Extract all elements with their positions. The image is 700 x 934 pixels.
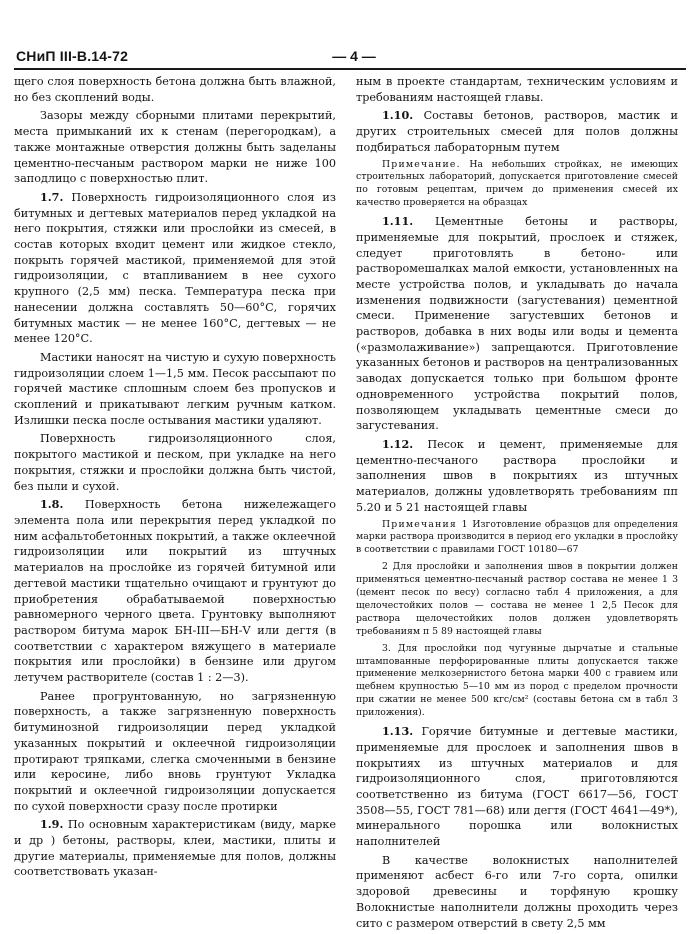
clause-text: Песок и цемент, применяемые для цементно-песчаного раствора прослойки и заполнения швов в покрытиях из штучных материалов, должны удовлетворять требованиям пп 5.20 и 5 21 настоящей главы [356, 437, 678, 514]
clause-number: 1.7. [40, 189, 64, 204]
continued-paragraph: ным в проекте стандартам, техническим условиям и требованиям настоящей главы. [356, 75, 678, 104]
right-column [356, 74, 678, 934]
clause-paragraph [356, 437, 678, 516]
clause-paragraph [356, 724, 678, 850]
note-title: Примечания 1 [382, 518, 469, 530]
continued-paragraph: щего слоя поверхность бетона должна быть влажной, но без скоплений воды. [14, 75, 336, 104]
note-text: 2 Для прослойки и заполнения швов в покрытии должен применяться цементно-песчаный раствор состава не менее 1 3 (цемент песок по весу) согласно табл 4 приложения, а для щелочестойких полов — состава не менее 1 2,5 Песок для раствора щелочестойких полов должен удовлетворять требованиям п 5 89 настоящей главы [356, 561, 678, 637]
left-column [14, 74, 336, 883]
clause-number: 1.12. [382, 436, 414, 451]
clause-text: По основным характеристикам (виду, марке и др ) бетоны, растворы, клеи, мастики, плиты и другие материалы, применяемые для полов, должны соответствовать указан- [14, 818, 336, 879]
clause-text: Составы бетонов, растворов, мастик и других строительных смесей для полов должны подбираться лабораторным путем [356, 109, 678, 154]
clause-paragraph [14, 497, 336, 685]
clause-paragraph [356, 108, 678, 155]
note-text: Изготовление образцов для определения марки раствора производится в период его укладки в прослойку в соответствии с правилами ГОСТ 10180—67 [356, 518, 678, 556]
clause-paragraph [14, 190, 336, 347]
note-text: 3. Для прослойки под чугунные дырчатые и стальные штампованные перфорированные плиты допускается также применение мелкозернистого бетона марки 400 с гравием или щебнем крупностью 5—10 мм из пород с пределом прочности при сжатии не менее 500 кгс/см² (составы бетона см в табл 3 приложения). [356, 642, 678, 719]
clause-text: Поверхность гидроизоляционного слоя из битумных и дегтевых материалов перед укладкой на него покрытия, стяжки или прослойки из смесей, в состав которых входит цемент или жидкое стекло, покрыть горячей мастикой, применяемой для этой гидроизоляции, с втапливанием в нее сухого крупного (2,5 мм) песка. Температура песка при нанесении должна составлять 50—60°С, горячих битумных мастик — не менее 160°С, дегтевых — не менее 120°С. [14, 190, 336, 346]
clause-number: 1.8. [40, 497, 64, 512]
note-paragraph [356, 561, 678, 638]
body-paragraph: Зазоры между сборными плитами перекрытий, места примыканий их к стенам (перегородкам), а также монтажные отверстия должны быть заделаны цементно-песчаным раствором марки не ниже 100 заподлицо с поверхностью плит. [14, 109, 336, 186]
body-paragraph: Поверхность гидроизоляционного слоя, покрытого мастикой и песком, при укладке на него покрытия, стяжки и прослойки должна быть чистой, без пыли и сухой. [14, 432, 336, 493]
clause-number: 1.11. [382, 214, 414, 229]
page-number: — 4 — [332, 48, 376, 64]
body-paragraph: Мастики наносят на чистую и сухую поверхность гидроизоляции слоем 1—1,5 мм. Песок рассыпают по горячей мастике сплошным слоем без пропусков и скоплений и прикатывают легким ручным катком. Излишки песка после остывания мастики удаляют. [14, 350, 336, 427]
note-title: Примечание. [382, 158, 461, 170]
body-paragraph: Ранее прогрунтованную, но загрязненную поверхность, а также загрязненную поверхность битуминозной гидроизоляции перед укладкой указанных покрытий и оклеечной гидроизоляции протирают тряпками, слегка смоченными в бензине или керосине, либо вновь грунтуют Укладка покрытий и оклеечной гидроизоляции допускается по сухой поверхности сразу после протирки [14, 689, 336, 813]
note-text: На небольших стройках, не имеющих строительных лабораторий, допускается приготовление смесей по готовым рецептам, причем до применения смесей их качество проверяется на образцах [356, 158, 678, 209]
page-header [14, 48, 686, 66]
body-paragraph: В качестве волокнистых наполнителей применяют асбест 6-го или 7-го сорта, опилки здоровой древесины и торфяную крошку Волокнистые наполнители должны проходить через сито с размером отверстий в свету 2,5 мм [356, 853, 678, 930]
header-rule [14, 68, 686, 70]
clause-paragraph [356, 214, 678, 434]
clause-number: 1.9. [40, 817, 64, 832]
clause-paragraph [14, 817, 336, 880]
clause-text: Цементные бетоны и растворы, применяемые для покрытий, прослоек и стяжек, следует приготовлять в бетоно- или растворомешалках малой емкости, установленных на месте устройства полов, и укладывать до начала изменения подвижности (загустевания) цементной смеси. Применение загустевших бетонов и растворов, добавка в них воды или воды и цемента («размолаживание») запрещаются. Приготовление указанных бетонов и растворов на централизованных заводах допускается только при большом фронте одновременного устройства покрытий полов, позволяющем укладывать цементные смеси до загустевания. [356, 215, 678, 433]
note-paragraph [356, 519, 678, 558]
note-paragraph [356, 643, 678, 720]
document-code: СНиП III-В.14-72 [16, 48, 129, 64]
clause-number: 1.13. [382, 724, 414, 739]
clause-text: Поверхность бетона нижележащего элемента пола или перекрытия перед укладкой по ним асфальтобетонных покрытий, а также оклеечной гидроизоляции или покрытий из штучных материалов на прослойке из горячей битумной или дегтевой мастики тщательно очищают и грунтуют до приобретения обрабатываемой поверхностью равномерного черного цвета. Грунтовку выполняют раствором битума марок БН-III—БН-V или дегтя (в соответствии с характером вяжущего в материале покрытия или прослойки) в бензине или другом летучем растворителе (состав 1 : 2—3). [14, 498, 336, 685]
clause-number: 1.10. [382, 108, 414, 123]
note-paragraph [356, 159, 678, 211]
clause-text: Горячие битумные и дегтевые мастики, применяемые для прослоек и заполнения швов в покрытиях из штучных материалов и для гидроизоляционного слоя, приготовляются соответственно из битума (ГОСТ 6617—56, ГОСТ 3508—55, ГОСТ 781—68) или дегтя (ГОСТ 4641—49*), минерального порошка или волокнистых наполнителей [356, 725, 678, 849]
